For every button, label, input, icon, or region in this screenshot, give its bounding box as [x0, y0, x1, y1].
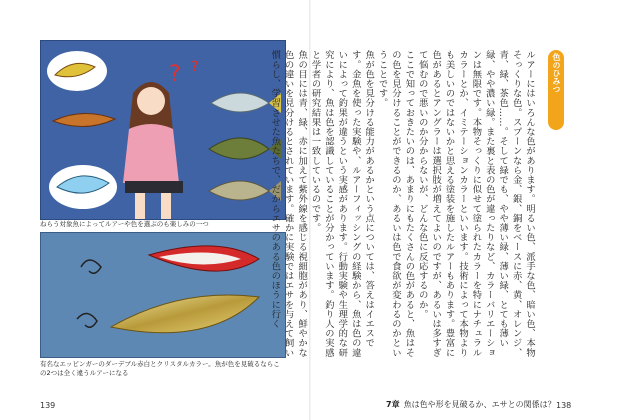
- treble-hook-2: [77, 313, 97, 327]
- footer-chapter: 7章: [386, 400, 400, 409]
- photo-caption: 有名なエッピンガーのダーデブル赤白とクリスタルカラー。魚が色を見破るならこの2つは全く違うルアーになる: [40, 360, 280, 377]
- body-paragraph-2: ここで知っておきたいのは、あまりにもたくさんの色があると、魚はその色を見分けることができるのか、あるいは色で食欲が変わるのかということです。: [376, 50, 415, 358]
- girl-sweater: [123, 124, 179, 183]
- gold-spoon: [111, 295, 259, 333]
- body-text: [269, 50, 536, 366]
- illustration-caption: ねらう対象魚によってルアーや色を選ぶのも楽しみの一つ: [40, 220, 209, 228]
- girl-face: [137, 87, 165, 115]
- treble-hook-1: [81, 260, 101, 273]
- question-mark-2: ?: [191, 59, 199, 75]
- fish-amberjack: [211, 93, 269, 112]
- body-paragraph-3: 魚が色を見分ける能力があるかという点については、答えはイエスです。金魚を使った実験や、ルアーフィッシングの経験から、魚は色の違いによって釣果が違うという実感があります。行動実験や生理学的な研究により、魚は色を認識していることが分かっています。釣り人の実感と学者の研究結果は一致しているのです。: [309, 50, 375, 358]
- question-mark-1: ?: [169, 62, 181, 87]
- girl-leg-right: [161, 193, 171, 219]
- fish-trout: [209, 181, 269, 200]
- footer-title: 魚は色や形を見破るか、エサとの関係は？: [403, 400, 556, 409]
- fish-bass: [209, 138, 269, 159]
- illustration-art: [41, 41, 285, 219]
- photo-art: [41, 233, 285, 357]
- section-badge-label: 色のひみつ: [552, 53, 561, 93]
- fish-lure-illustration: [40, 40, 286, 220]
- spoon-lure-photo: [40, 232, 286, 358]
- lure-2: [53, 113, 115, 126]
- girl-skirt: [125, 181, 183, 193]
- body-paragraph-4: 魚の目には青、緑、赤に加えて紫外線を感じる視細胞があり、鮮やかな色の違いを見分けるとされています。確かに実験ではエサを与えて飼い慣らし、学習させた魚たちで、だからエサのある色のほうに行く: [269, 50, 308, 358]
- left-page-number: 139: [40, 401, 56, 410]
- body-paragraph-1: ルアーにはいろんな色があります。明るい色、派手な色、暗い色、本物そっくりな色。スプーンなら金、銀、銅をベースに赤、黄、オレンジ、青、緑、茶色……。そして緑でも、やや薄い緑、薄い緑、とても薄い緑、やや濃い緑。また裏と表の色が違ったりなど、カラーバリエーションは無限です。本物そっくりに似せて塗られたカラーを特にナチュラルカラーとか、イミテーションカラーといいます。技術によって本物よりも美しいのではないかと思える塗装を施したルアーもあります。豊富に色があるとアングラーは選択肢が増えてよいのですが、あるいは多すぎて悩むので悪いのか分からないが、どんな色に反応するのか。: [416, 50, 535, 358]
- right-page-number: 138: [556, 401, 572, 410]
- girl-leg-left: [135, 193, 145, 219]
- running-footer: [386, 399, 556, 410]
